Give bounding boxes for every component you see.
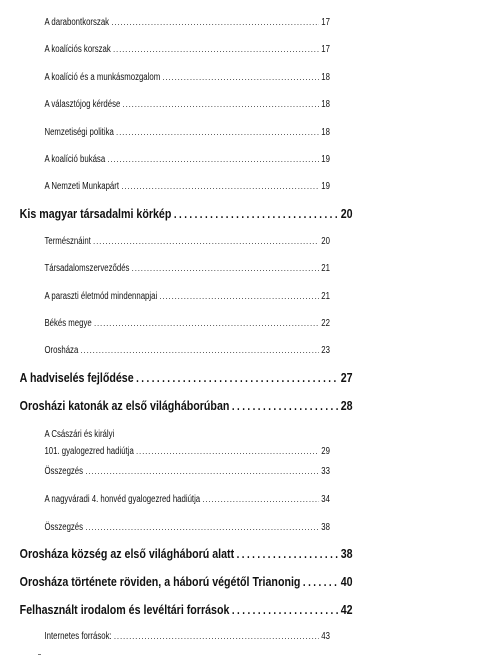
toc-entry (0, 446, 384, 457)
toc-entry-page: 33 (321, 466, 330, 477)
dot-leader (160, 291, 319, 301)
dot-leader (237, 547, 339, 561)
toc-entry-page: 18 (321, 72, 330, 83)
toc-entry (0, 494, 384, 505)
dot-leader (85, 522, 319, 532)
toc-chapter (0, 546, 403, 561)
toc-entry-title: A Nemzeti Munkapárt (44, 181, 120, 192)
dot-leader (121, 181, 319, 191)
toc-entry-title: Természnáint (44, 236, 91, 247)
toc-chapter-title: A hadviselés fejlődése (19, 370, 134, 385)
toc-entry-title: A koalíciós korszak (44, 44, 111, 55)
toc-entry-title: A koalíció bukása (44, 154, 106, 165)
toc-chapter-title: Orosházi katonák az első világháborúban (19, 398, 230, 413)
dot-leader (232, 603, 338, 617)
toc-entry (0, 72, 384, 83)
dot-leader (93, 236, 319, 246)
toc-entry-page: 17 (321, 17, 330, 28)
toc-entry-title: Békés megye (44, 318, 92, 329)
toc-entry-title: A Császári és királyi (44, 429, 115, 440)
dot-leader (132, 263, 319, 273)
toc-entry (0, 99, 384, 110)
toc-chapter-title: Felhasznált irodalom és levéltári források (19, 602, 230, 617)
dot-leader (163, 72, 319, 82)
dot-leader (202, 494, 318, 504)
toc-chapter (0, 370, 403, 385)
toc-entry (0, 631, 384, 642)
toc-entry (0, 291, 384, 302)
toc-entry (0, 263, 384, 274)
toc-chapter (0, 574, 403, 589)
toc-chapter (0, 398, 403, 413)
dot-leader (136, 371, 338, 385)
toc-entry-title: A nagyváradi 4. honvéd gyalogezred hadiútja (44, 494, 201, 505)
dot-leader (81, 345, 319, 355)
dot-leader (303, 575, 338, 589)
toc-chapter-title: Orosháza község az első világháború alatt (19, 546, 235, 561)
toc-entry-page: 21 (321, 263, 330, 274)
dot-leader (123, 99, 319, 109)
dot-leader (94, 318, 319, 328)
toc-chapter (0, 206, 403, 221)
toc-entry-page: 19 (321, 181, 330, 192)
toc-entry-page: 21 (321, 291, 330, 302)
toc-entry (0, 236, 384, 247)
toc-entry-page: 34 (321, 494, 330, 505)
dot-leader (136, 446, 319, 456)
toc-chapter-page: 28 (340, 398, 353, 413)
toc-chapter (0, 602, 403, 617)
dot-leader (174, 207, 338, 221)
dot-leader (116, 127, 319, 137)
toc-entry-page: 23 (321, 345, 330, 356)
toc-entry (0, 345, 384, 356)
toc-entry-title: A paraszti életmód mindennapjai (44, 291, 158, 302)
toc-entry-page: 17 (321, 44, 330, 55)
toc-chapter-page: 27 (340, 370, 353, 385)
toc-entry (0, 44, 384, 55)
toc-entry-title: Orosháza (44, 345, 79, 356)
toc-entry-title: Összegzés (44, 522, 84, 533)
toc-entry-title: Összegzés (44, 466, 84, 477)
toc-entry (0, 318, 384, 329)
toc-entry-page: 22 (321, 318, 330, 329)
toc-entry-title: Nemzetiségi politika (44, 127, 114, 138)
toc-entry-title: Internetes források: (44, 631, 112, 642)
toc-entry-page: 18 (321, 99, 330, 110)
toc-entry (0, 154, 384, 165)
toc-chapter-title: Kis magyar társadalmi körkép (19, 206, 172, 221)
toc-entry (0, 522, 384, 533)
toc-entry-page: 38 (321, 522, 330, 533)
toc-chapter-page: 38 (340, 546, 353, 561)
toc-entry (0, 127, 384, 138)
toc-entry-title: Társadalomszerveződés (44, 263, 130, 274)
toc-chapter-title: Orosháza története röviden, a háború végétől Trianonig (19, 574, 301, 589)
dot-leader (113, 44, 319, 54)
page-speck (38, 654, 41, 655)
toc-entry-title: A darabontkorszak (44, 17, 110, 28)
toc-entry-title: 101. gyalogezred hadiútja (44, 446, 134, 457)
toc-chapter-page: 20 (340, 206, 353, 221)
toc-entry-page: 29 (321, 446, 330, 457)
dot-leader (85, 466, 319, 476)
toc-entry (0, 466, 384, 477)
toc-entry-page: 18 (321, 127, 330, 138)
dot-leader (111, 17, 319, 27)
toc-entry (0, 181, 384, 192)
toc-chapter-page: 40 (340, 574, 353, 589)
toc-entry-page: 20 (321, 236, 330, 247)
dot-leader (108, 154, 319, 164)
dot-leader (114, 631, 319, 641)
toc-entry-page: 43 (321, 631, 330, 642)
toc-entry-title: A koalíció és a munkásmozgalom (44, 72, 161, 83)
dot-leader (232, 399, 338, 413)
toc-entry-line (0, 429, 384, 440)
toc-entry-title: A választójog kérdése (44, 99, 121, 110)
toc-entry (0, 17, 384, 28)
toc-chapter-page: 42 (340, 602, 353, 617)
toc-entry-page: 19 (321, 154, 330, 165)
